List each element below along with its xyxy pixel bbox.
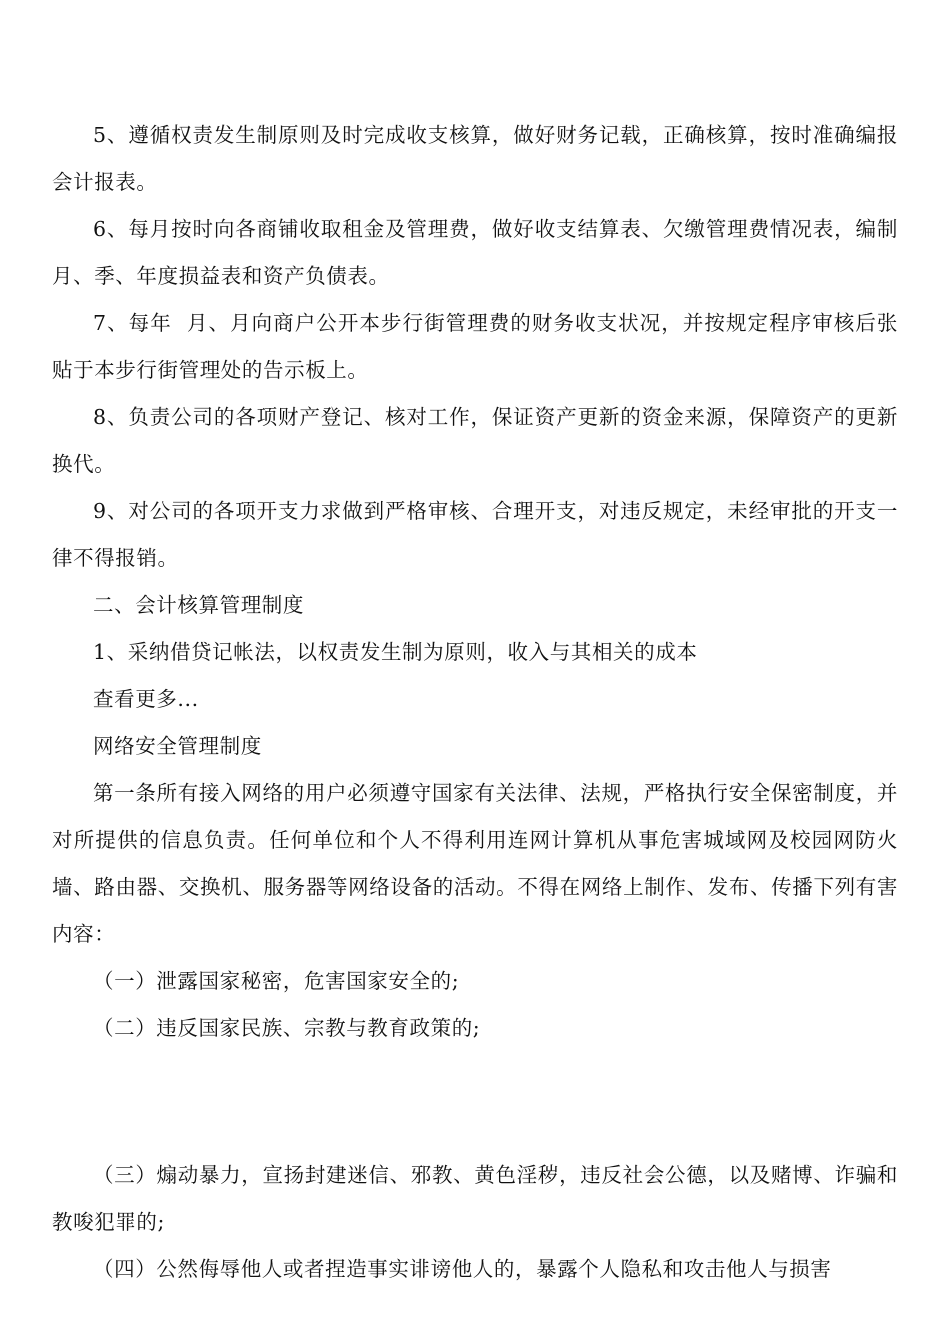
section-heading-network-security: 网络安全管理制度 — [93, 734, 262, 758]
article-1-network-rules: 第一条所有接入网络的用户必须遵守国家有关法律、法规，严格执行安全保密制度，并对所提供的信息负责。任何单位和个人不得利用连网计算机从事危害城域网及校园网防火墙、路由器、交换机、服务器等网络设备的活动。不得在网络上制作、发布、传播下列有害内容： — [52, 781, 898, 946]
paragraph-6-rent-collection: 6、每月按时向各商铺收取租金及管理费，做好收支结算表、欠缴管理费情况表，编制月、季、年度损益表和资产负债表。 — [52, 217, 898, 288]
list-item-2: （二）违反国家民族、宗教与教育政策的; — [93, 1016, 481, 1040]
paragraph-8-property: 8、负责公司的各项财产登记、核对工作，保证资产更新的资金来源，保障资产的更新换代。 — [52, 405, 898, 476]
paragraph-7-disclosure: 7、每年 月、月向商户公开本步行街管理费的财务收支状况，并按规定程序审核后张贴于本步行街管理处的告示板上。 — [52, 311, 898, 382]
list-item-4: （四）公然侮辱他人或者捏造事实诽谤他人的，暴露个人隐私和攻击他人与损害 — [93, 1257, 832, 1281]
section-heading-accounting-system: 二、会计核算管理制度 — [93, 593, 304, 617]
document-page — [52, 112, 898, 1293]
paragraph-9-expenses: 9、对公司的各项开支力求做到严格审核、合理开支，对违反规定，未经审批的开支一律不得报销。 — [52, 499, 898, 570]
view-more-link[interactable]: 查看更多... — [93, 687, 199, 711]
paragraph-5-accounting: 5、遵循权责发生制原则及时完成收支核算，做好财务记载，正确核算，按时准确编报会计报表。 — [52, 123, 898, 194]
paragraph-1-bookkeeping: 1、采纳借贷记帐法，以权责发生制为原则，收入与其相关的成本 — [93, 640, 698, 664]
list-item-1: （一）泄露国家秘密，危害国家安全的; — [93, 969, 460, 993]
list-item-3: （三）煽动暴力，宣扬封建迷信、邪教、黄色淫秽，违反社会公德，以及赌博、诈骗和教唆犯罪的; — [52, 1163, 898, 1234]
